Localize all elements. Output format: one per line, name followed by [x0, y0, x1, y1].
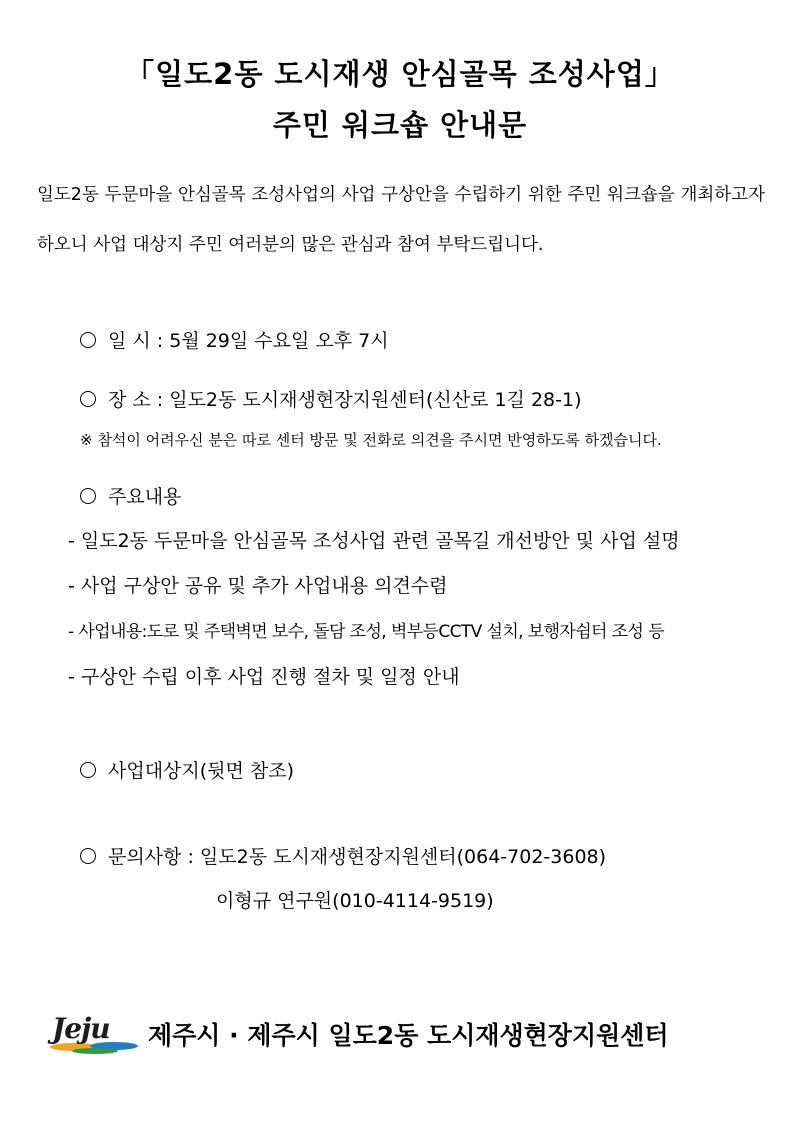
footer: [50, 1012, 669, 1056]
contents-heading-item: [80, 482, 181, 509]
footer-organization: 제주시 · 제주시 일도2동 도시재생현장지원센터: [148, 1021, 669, 1050]
contact-text: 문의사항 : 일도2동 도시재생현장지원센터(064-702-3608): [108, 846, 607, 868]
circle-bullet-icon: [80, 762, 96, 778]
circle-bullet-icon: [80, 332, 96, 348]
contact-person: 이형규 연구원(010-4114-9519): [216, 890, 494, 912]
contents-item: - 사업내용:도로 및 주택벽면 보수, 돌담 조성, 벽부등CCTV 설치, 보행자쉼터 조성 등: [68, 622, 664, 642]
target-text: 사업대상지(뒷면 참조): [108, 760, 295, 782]
place-text: 장 소 : 일도2동 도시재생현장지원센터(신산로 1길 28-1): [108, 389, 582, 411]
date-text: 일 시 : 5월 29일 수요일 오후 7시: [108, 330, 389, 352]
contact-item: [80, 842, 606, 869]
circle-bullet-icon: [80, 848, 96, 864]
attendance-note: ※ 참석이 어려우신 분은 따로 센터 방문 및 전화로 의견을 주시면 반영하도록 하겠습니다.: [80, 431, 662, 449]
target-item: [80, 756, 294, 783]
contents-heading: 주요내용: [108, 486, 182, 508]
jeju-logo: [50, 1012, 142, 1056]
logo-text: Jeju: [52, 1012, 110, 1045]
document-title: 「일도2동 도시재생 안심골목 조성사업」: [125, 57, 675, 91]
contents-item: - 사업 구상안 공유 및 추가 사업내용 의견수렴: [68, 575, 448, 597]
circle-bullet-icon: [80, 488, 96, 504]
place-item: [80, 385, 582, 412]
contents-item: - 구상안 수립 이후 사업 진행 절차 및 일정 안내: [68, 666, 460, 688]
document-subtitle: 주민 워크숍 안내문: [272, 108, 528, 142]
logo-green-arc: [72, 1048, 118, 1054]
intro-paragraph: 일도2동 두문마을 안심골목 조성사업의 사업 구상안을 수립하기 위한 주민 워크숍을 개최하고자 하오니 사업 대상지 주민 여러분의 많은 관심과 참여 부탁드립니다.: [37, 185, 765, 255]
contents-item: - 일도2동 두문마을 안심골목 조성사업 관련 골목길 개선방안 및 사업 설명: [68, 530, 680, 552]
circle-bullet-icon: [80, 391, 96, 407]
date-item: [80, 326, 389, 353]
